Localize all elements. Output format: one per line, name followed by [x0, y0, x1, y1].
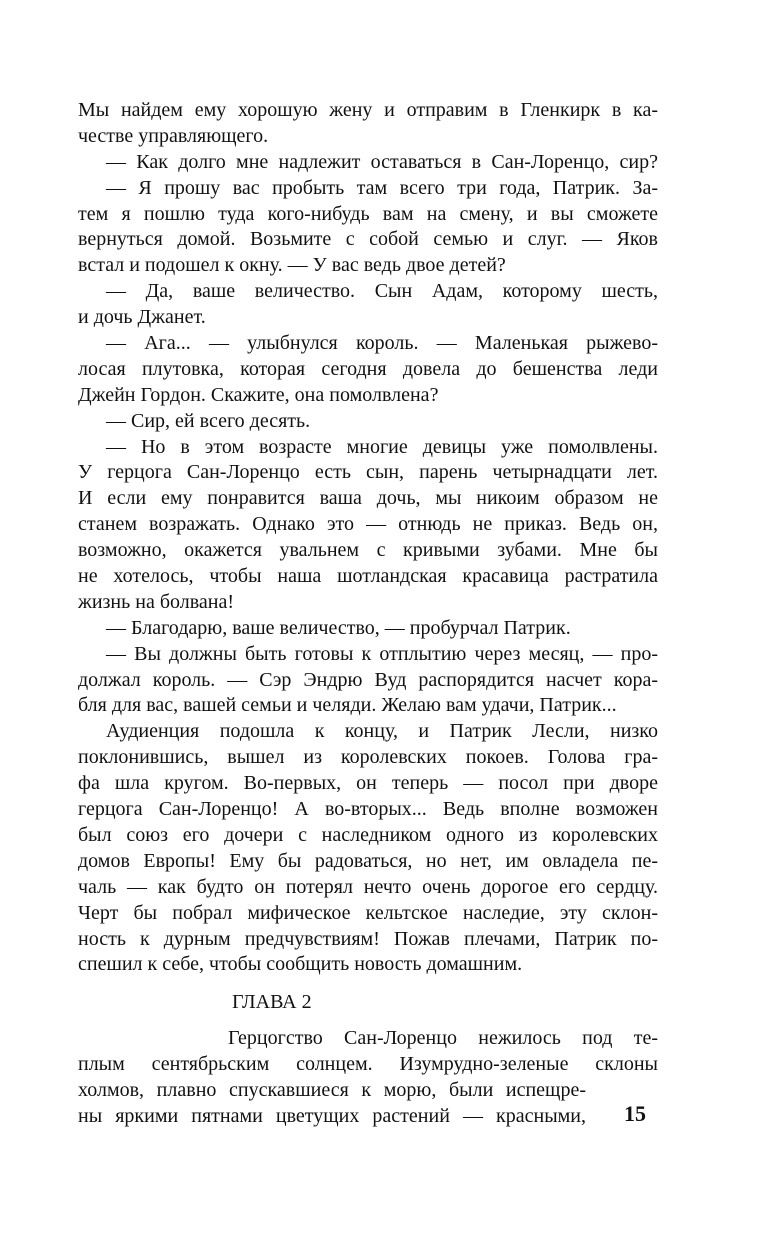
- text-line: был союз его дочери с наследником одного из королевских: [78, 823, 658, 846]
- text-line: спешил к себе, чтобы сообщить новость домашним.: [78, 953, 523, 976]
- text-line: Аудиенция подошла к концу, и Патрик Лесли, низко: [106, 720, 658, 743]
- page-number: 15: [624, 1101, 646, 1126]
- text-line: тем я пошлю туда кого-нибудь вам на смену, и вы сможете: [78, 202, 658, 225]
- text-line: встал и подошел к окну. — У вас ведь двое детей?: [78, 254, 506, 277]
- body-text: [78, 98, 658, 978]
- text-line: вернуться домой. Возьмите с собой семью и слуг. — Яков: [78, 228, 658, 251]
- text-line: — Ага... — улыбнулся король. — Маленькая рыжево-: [106, 332, 658, 355]
- text-line: Черт бы побрал мифическое кельтское наследие, эту склон-: [78, 901, 658, 924]
- text-line: домов Европы! Ему бы радоваться, но нет, им овладела пе-: [78, 849, 658, 872]
- text-line: возможно, окажется увальнем с кривыми зубами. Мне бы: [78, 539, 658, 562]
- text-line: и дочь Джанет.: [78, 306, 206, 329]
- text-line: ность к дурным предчувствиям! Пожав плечами, Патрик по-: [78, 927, 658, 950]
- text-line: У герцога Сан-Лоренцо есть сын, парень четырнадцати лет.: [78, 461, 658, 484]
- chapter-text: [78, 1026, 658, 1130]
- text-line: поклонившись, вышел из королевских покоев. Голова гра-: [78, 746, 658, 769]
- text-line: герцога Сан-Лоренцо! А во-вторых... Ведь вполне возможен: [78, 798, 658, 821]
- text-line: — Но в этом возрасте многие девицы уже помолвлены.: [106, 435, 658, 458]
- text-line: Мы найдем ему хорошую жену и отправим в Гленкирк в ка-: [78, 99, 658, 121]
- text-line: — Благодарю, ваше величество, — пробурчал Патрик.: [106, 616, 571, 639]
- text-line: ны яркими пятнами цветущих растений — красными,: [78, 1104, 586, 1127]
- text-line: — Сир, ей всего десять.: [106, 409, 311, 432]
- text-line: — Да, ваше величество. Сын Адам, которому шесть,: [106, 280, 658, 303]
- text-line: Джейн Гордон. Скажите, она помолвлена?: [78, 383, 439, 406]
- text-line: чаль — как будто он потерял нечто очень дорогое его сердцу.: [78, 875, 658, 898]
- text-line: — Я прошу вас пробыть там всего три года, Патрик. За-: [106, 176, 658, 199]
- text-line: жизнь на болвана!: [78, 590, 235, 613]
- text-line: холмов, плавно спускавшиеся к морю, были испещре-: [78, 1078, 586, 1101]
- text-line: — Вы должны быть готовы к отплытию через месяц, — про-: [106, 642, 658, 665]
- chapter-heading: ГЛАВА 2: [232, 991, 312, 1013]
- text-line: фа шла кругом. Во-первых, он теперь — посол при дворе: [78, 772, 658, 795]
- text-line: лосая плутовка, которая сегодня довела до бешенства леди: [78, 357, 658, 380]
- text-line: — Как долго мне надлежит оставаться в Сан-Лоренцо, сир?: [106, 150, 658, 173]
- text-line: станем возражать. Однако это — отнюдь не приказ. Ведь он,: [78, 513, 658, 536]
- text-line: не хотелось, чтобы наша шотландская красавица растратила: [78, 565, 658, 588]
- text-line: бля для вас, вашей семьи и челяди. Желаю вам удачи, Патрик...: [78, 694, 617, 717]
- text-line: честве управляющего.: [78, 124, 269, 147]
- text-line: Герцогство Сан-Лоренцо нежилось под те-: [228, 1027, 658, 1049]
- text-line: должал король. — Сэр Эндрю Вуд распорядится насчет кора-: [78, 668, 658, 691]
- text-line: плым сентябрьским солнцем. Изумрудно-зеленые склоны: [78, 1052, 658, 1075]
- text-line: И если ему понравится ваша дочь, мы никоим образом не: [78, 487, 658, 510]
